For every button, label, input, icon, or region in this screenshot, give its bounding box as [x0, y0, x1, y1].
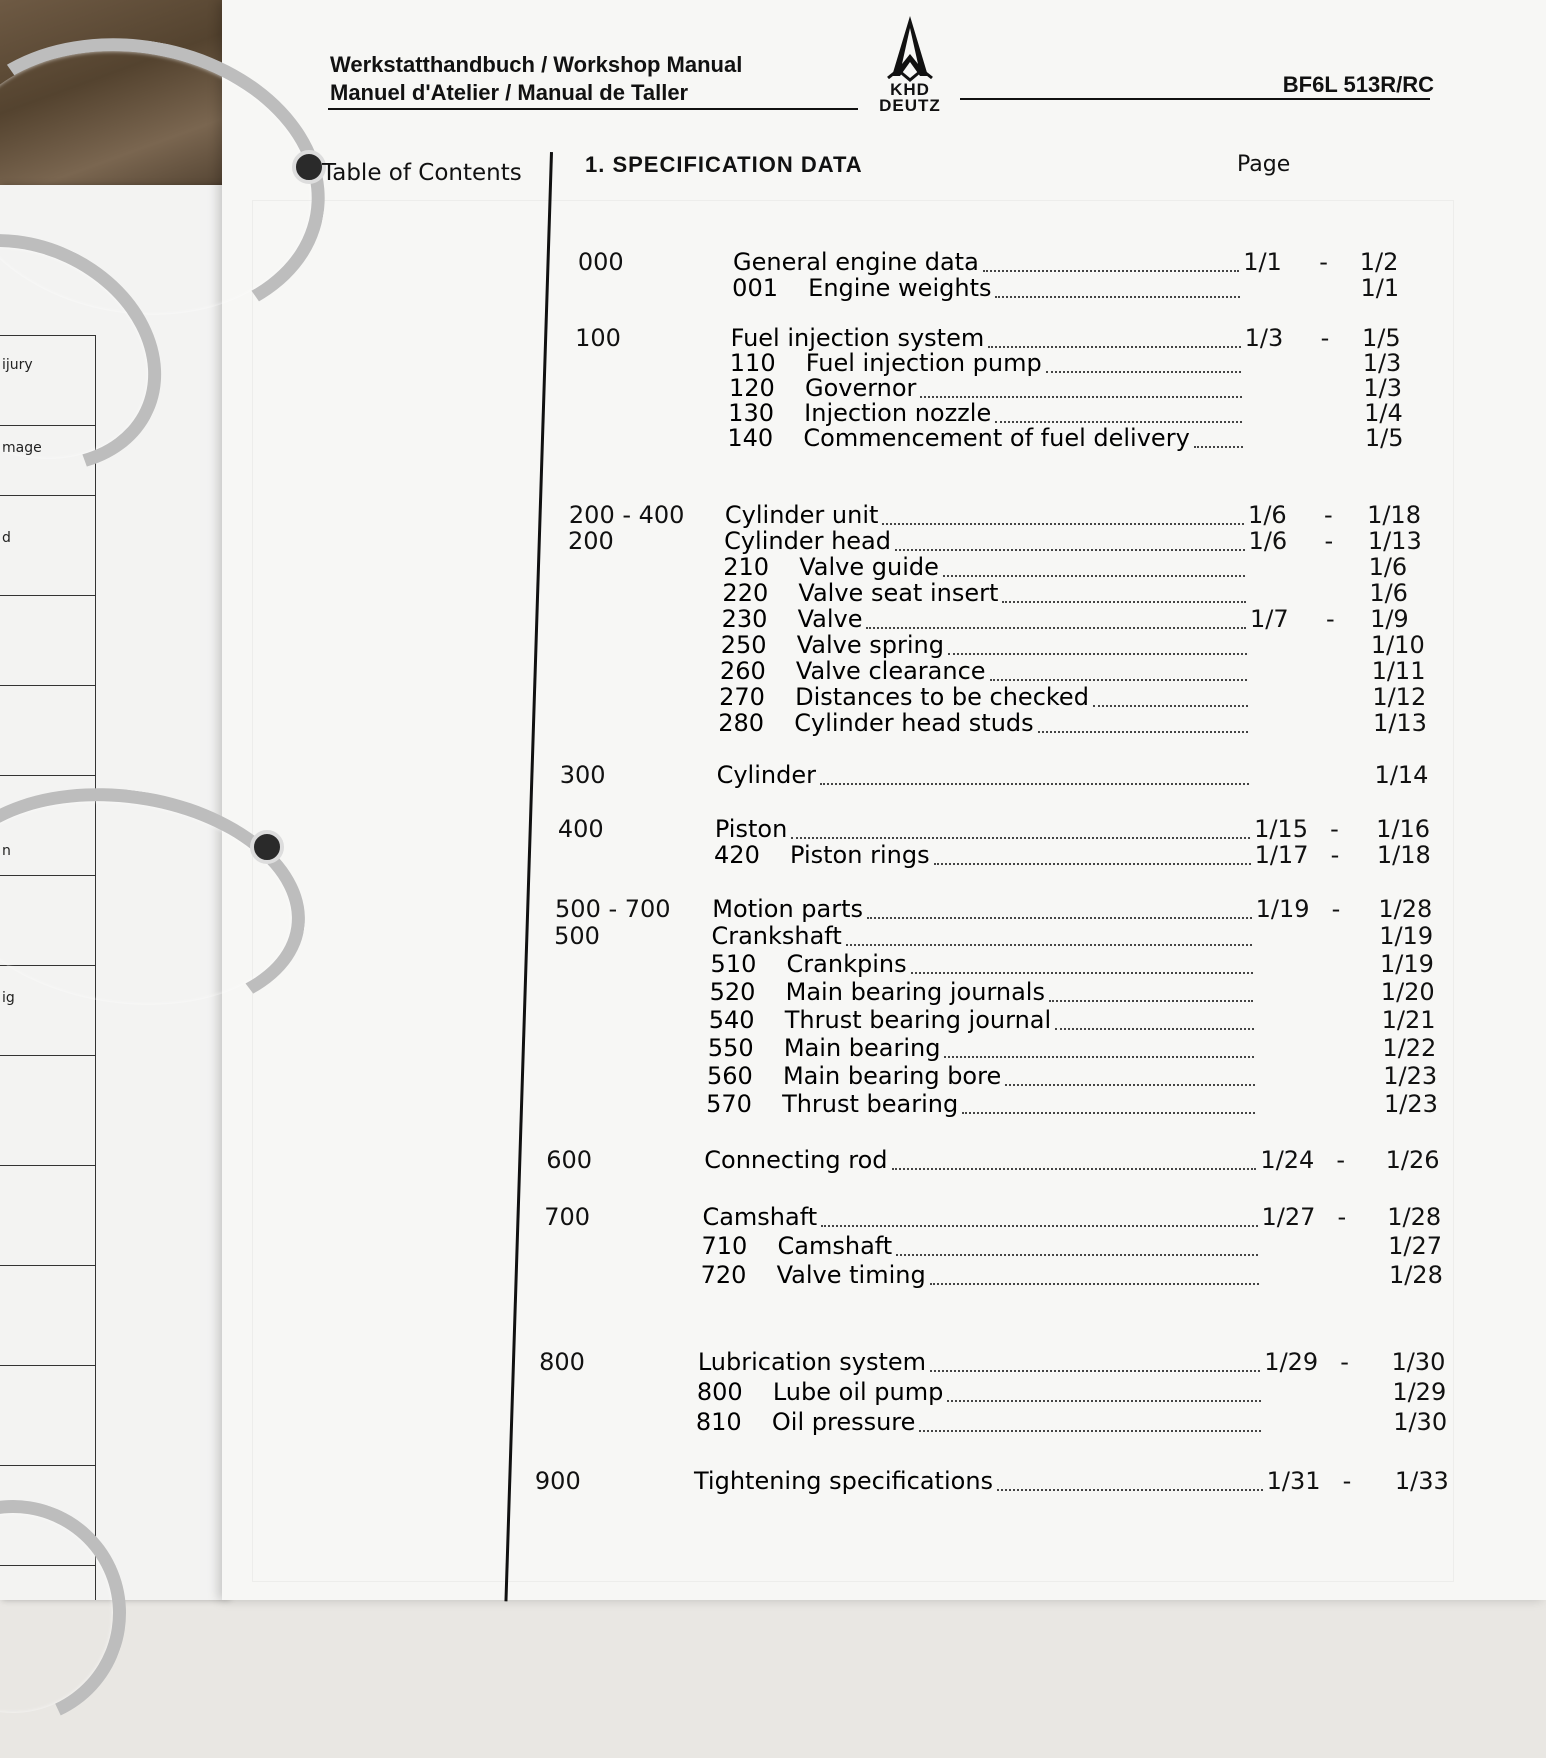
entry-code: 100 [575, 324, 621, 352]
entry-title: Oil pressure [771, 1408, 916, 1436]
page-to: 1/19 [1379, 922, 1434, 950]
dot-leader [920, 396, 1241, 398]
header-title-1: Werkstatthandbuch / Workshop Manual [330, 52, 743, 77]
page-from: 1/31 [1266, 1467, 1321, 1495]
page-to: 1/6 [1368, 553, 1408, 581]
entry-subcode: 810 [695, 1408, 742, 1436]
dot-leader [997, 1489, 1263, 1491]
entry-title: Thrust bearing [782, 1090, 959, 1118]
page-from: 1/6 [1248, 501, 1287, 529]
entry-title: Piston [714, 815, 788, 843]
dot-leader [821, 1225, 1257, 1227]
page-to: 1/28 [1388, 1261, 1443, 1289]
dot-leader [919, 1430, 1261, 1432]
page-to: 1/29 [1392, 1378, 1447, 1406]
page-range-dash: - [1326, 605, 1335, 633]
page-to: 1/5 [1361, 324, 1401, 352]
dot-leader [791, 837, 1250, 839]
page-to: 1/18 [1367, 501, 1421, 529]
table-of-contents-label: Table of Contents [322, 160, 522, 186]
dot-leader [930, 1283, 1259, 1285]
page-from: 1/24 [1260, 1146, 1315, 1174]
page-to: 1/22 [1382, 1034, 1437, 1062]
dot-leader [867, 917, 1252, 919]
entry-title: Valve clearance [795, 657, 986, 685]
page-to: 1/3 [1362, 349, 1402, 377]
page-to: 1/12 [1372, 683, 1427, 711]
header-rule [960, 98, 1430, 100]
entry-subcode: 140 [727, 424, 774, 452]
page-to: 1/19 [1380, 950, 1434, 978]
page-to: 1/5 [1364, 424, 1404, 452]
entry-code: 800 [539, 1348, 585, 1376]
binder-ring-end [250, 830, 284, 864]
dot-leader [911, 972, 1253, 974]
entry-code: 200 - 400 [568, 501, 685, 529]
page-to: 1/23 [1383, 1062, 1438, 1090]
page-to: 1/30 [1393, 1408, 1448, 1436]
entry-subcode: 800 [696, 1378, 743, 1406]
table-row [0, 1055, 95, 1056]
entry-title: Valve guide [799, 553, 939, 581]
entry-title: Main bearing journals [785, 978, 1045, 1006]
binder-ring-end [292, 150, 326, 184]
page-to: 1/10 [1370, 631, 1425, 659]
entry-subcode: 220 [722, 579, 769, 607]
underlying-label: mage [2, 440, 42, 456]
entry-title: Lubrication system [697, 1348, 927, 1376]
page-from: 1/15 [1254, 815, 1308, 843]
entry-title: General engine data [733, 248, 979, 276]
underlying-label: ig [2, 990, 15, 1006]
entry-subcode: 250 [720, 631, 767, 659]
entry-subcode: 540 [708, 1006, 755, 1034]
page-to: 1/18 [1376, 841, 1431, 869]
dot-leader [988, 346, 1240, 348]
entry-code: 500 [554, 922, 600, 950]
entry-subcode: 420 [714, 841, 760, 869]
entry-title: Fuel injection pump [805, 349, 1042, 377]
dot-leader [930, 1370, 1260, 1372]
table-row [0, 775, 95, 776]
dot-leader [934, 863, 1251, 865]
header-rule [328, 108, 858, 110]
dot-leader [943, 575, 1245, 577]
entry-title: Distances to be checked [795, 683, 1089, 711]
page-range-dash: - [1331, 895, 1341, 923]
entry-subcode: 570 [706, 1090, 752, 1118]
dot-leader [1194, 446, 1243, 448]
entry-title: Valve timing [776, 1261, 926, 1289]
underlying-label: d [2, 530, 11, 546]
entry-subcode: 720 [700, 1261, 747, 1289]
dot-leader [896, 1254, 1258, 1256]
page-to: 1/9 [1370, 605, 1409, 633]
dot-leader [1093, 705, 1248, 707]
page-to: 1/13 [1367, 527, 1422, 555]
page-range-dash: - [1319, 248, 1328, 276]
page-range-dash: - [1336, 1146, 1346, 1174]
entry-code: 500 - 700 [555, 895, 671, 923]
dot-leader [882, 523, 1244, 525]
entry-code: 900 [534, 1467, 581, 1495]
entry-subcode: 130 [728, 399, 774, 427]
page-to: 1/14 [1374, 761, 1429, 789]
entry-title: Fuel injection system [730, 324, 985, 352]
table-row [0, 595, 95, 596]
page-to: 1/28 [1387, 1203, 1442, 1231]
dot-leader [1046, 371, 1241, 373]
page-to: 1/26 [1385, 1146, 1440, 1174]
entry-title: Camshaft [777, 1232, 893, 1260]
logo-text-bottom: DEUTZ [879, 96, 941, 115]
entry-title: Main bearing [783, 1034, 941, 1062]
page-from: 1/17 [1254, 841, 1309, 869]
page-to: 1/13 [1373, 709, 1427, 737]
engine-model: BF6L 513R/RC [1282, 72, 1434, 97]
entry-title: Connecting rod [704, 1146, 888, 1174]
page-to: 1/21 [1381, 1006, 1436, 1034]
page-from: 1/3 [1244, 324, 1284, 352]
entry-subcode: 120 [728, 374, 775, 402]
dot-leader [846, 944, 1252, 946]
entry-subcode: 520 [709, 978, 756, 1006]
page-range-dash: - [1330, 815, 1339, 843]
dot-leader [990, 679, 1248, 681]
page-from: 1/29 [1264, 1348, 1319, 1376]
entry-title: Main bearing bore [782, 1062, 1002, 1090]
page-to: 1/30 [1391, 1348, 1446, 1376]
underlying-label: n [2, 843, 11, 859]
entry-code: 000 [577, 248, 624, 276]
page-range-dash: - [1324, 527, 1334, 555]
dot-leader [983, 270, 1239, 272]
dot-leader [995, 296, 1239, 298]
dot-leader [995, 421, 1242, 423]
page-to: 1/4 [1364, 399, 1403, 427]
page-to: 1/6 [1369, 579, 1408, 607]
dot-leader [820, 783, 1249, 785]
dot-leader [962, 1112, 1255, 1114]
page-range-dash: - [1324, 501, 1333, 529]
dot-leader [944, 1056, 1254, 1058]
entry-subcode: 560 [706, 1062, 753, 1090]
entry-title: Cylinder [716, 761, 816, 789]
entry-code: 400 [557, 815, 604, 843]
entry-title: Thrust bearing journal [784, 1006, 1052, 1034]
dot-leader [1038, 731, 1248, 733]
dot-leader [1049, 1000, 1253, 1002]
page-to: 1/3 [1363, 374, 1403, 402]
entry-title: Crankshaft [711, 922, 842, 950]
section-title: 1. SPECIFICATION DATA [585, 152, 863, 177]
page-to: 1/1 [1360, 274, 1400, 302]
entry-subcode: 510 [710, 950, 757, 978]
dot-leader [892, 1168, 1257, 1170]
entry-title: Tightening specifications [694, 1467, 994, 1495]
entry-subcode: 710 [701, 1232, 748, 1260]
entry-title: Valve spring [796, 631, 944, 659]
entry-subcode: 550 [707, 1034, 754, 1062]
page-range-dash: - [1342, 1467, 1352, 1495]
khd-deutz-logo [862, 14, 958, 114]
entry-title: Cylinder head studs [794, 709, 1034, 737]
entry-subcode: 001 [732, 274, 778, 302]
table-row [0, 1365, 95, 1366]
page-from: 1/19 [1255, 895, 1310, 923]
entry-subcode: 110 [729, 349, 776, 377]
entry-title: Cylinder head [724, 527, 891, 555]
page-to: 1/28 [1378, 895, 1433, 923]
entry-code: 200 [567, 527, 614, 555]
dot-leader [1005, 1084, 1255, 1086]
entry-title: Crankpins [786, 950, 907, 978]
page-from: 1/27 [1261, 1203, 1316, 1231]
page-from: 1/6 [1248, 527, 1288, 555]
page-from: 1/1 [1243, 248, 1282, 276]
page-to: 1/20 [1380, 978, 1435, 1006]
page-range-dash: - [1320, 324, 1330, 352]
page-to: 1/33 [1394, 1467, 1449, 1495]
entry-title: Cylinder unit [724, 501, 879, 529]
page-to: 1/27 [1388, 1232, 1443, 1260]
dot-leader [1055, 1028, 1254, 1030]
entry-title: Camshaft [702, 1203, 818, 1231]
entry-title: Valve seat insert [798, 579, 999, 607]
entry-title: Valve [797, 605, 863, 633]
logo-text-top: KHD [890, 80, 930, 99]
dot-leader [895, 549, 1245, 551]
underlying-label: ijury [2, 357, 33, 373]
entry-code: 300 [559, 761, 606, 789]
entry-subcode: 230 [721, 605, 768, 633]
entry-subcode: 280 [718, 709, 765, 737]
deutz-spire-icon [862, 14, 958, 84]
entry-code: 700 [544, 1203, 590, 1231]
entry-subcode: 260 [719, 657, 766, 685]
table-row [0, 1265, 95, 1266]
page-range-dash: - [1340, 1348, 1349, 1376]
table-row [0, 1165, 95, 1166]
page-to: 1/11 [1371, 657, 1426, 685]
entry-subcode: 210 [723, 553, 770, 581]
entry-title: Governor [804, 374, 917, 402]
entry-title: Motion parts [712, 895, 864, 923]
page-to: 1/23 [1384, 1090, 1438, 1118]
table-row [0, 685, 95, 686]
page-to: 1/16 [1376, 815, 1431, 843]
entry-title: Piston rings [790, 841, 930, 869]
entry-title: Engine weights [808, 274, 992, 302]
entry-title: Injection nozzle [804, 399, 992, 427]
entry-title: Lube oil pump [772, 1378, 944, 1406]
header-title-2: Manuel d'Atelier / Manual de Taller [330, 80, 689, 105]
entry-code: 600 [546, 1146, 593, 1174]
dot-leader [947, 1400, 1261, 1402]
page-range-dash: - [1330, 841, 1340, 869]
entry-title: Commencement of fuel delivery [803, 424, 1190, 452]
page-from: 1/7 [1250, 605, 1289, 633]
page-to: 1/2 [1359, 248, 1399, 276]
page-column-header: Page [1237, 152, 1291, 177]
table-row [0, 495, 95, 496]
dot-leader [948, 653, 1247, 655]
entry-subcode: 270 [719, 683, 765, 711]
dot-leader [866, 627, 1246, 629]
page-range-dash: - [1337, 1203, 1347, 1231]
table-row [0, 1465, 95, 1466]
dot-leader [1002, 601, 1245, 603]
